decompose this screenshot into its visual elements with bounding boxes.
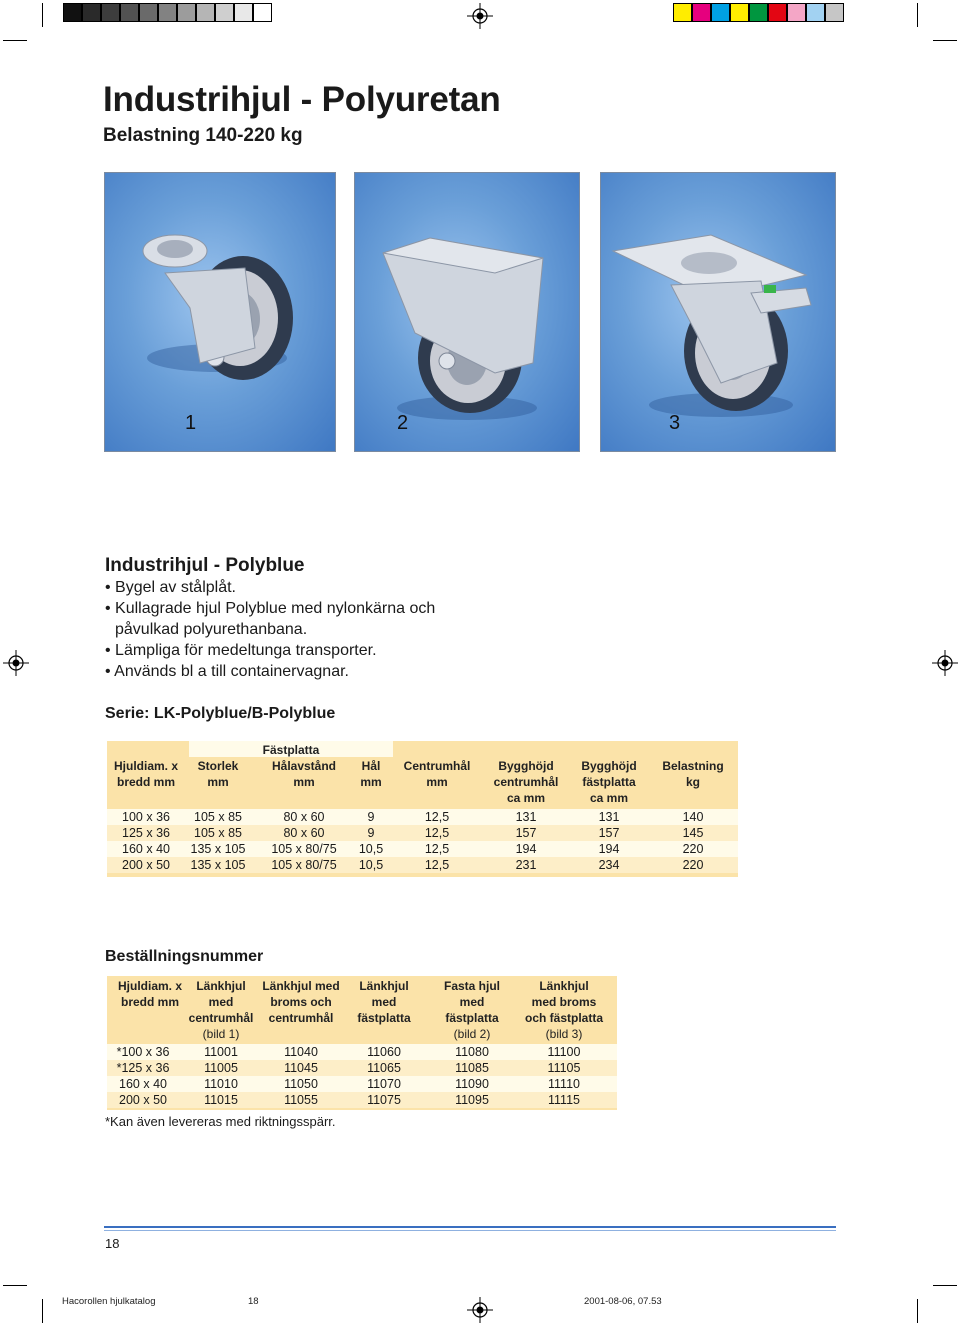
header-line: med broms <box>531 995 597 1009</box>
table-cell: 131 <box>515 810 537 824</box>
table-cell: 12,5 <box>424 858 450 872</box>
table-cell: 125 x 36 <box>122 826 170 840</box>
spec-header-belastning <box>655 758 731 790</box>
table-cell: 11005 <box>204 1061 238 1075</box>
table-cell: 11070 <box>367 1077 401 1091</box>
table-cell: 11050 <box>284 1077 318 1091</box>
header-line: bredd mm <box>120 995 179 1009</box>
table-row <box>107 1060 617 1076</box>
table-cell: 231 <box>515 858 537 872</box>
table-cell: 135 x 105 <box>190 842 246 856</box>
table-row <box>107 825 738 841</box>
crop-mark <box>917 3 918 27</box>
header-line: kg <box>685 775 700 789</box>
registration-mark-icon <box>467 3 493 29</box>
table-cell: 11080 <box>455 1045 489 1059</box>
table-cell: 11105 <box>547 1061 581 1075</box>
feature-item: • Bygel av stålplåt. <box>105 579 236 596</box>
header-line: Bygghöjd <box>581 759 637 773</box>
feature-item: • Lämpliga för medeltunga transporter. <box>105 642 377 659</box>
header-line: med <box>371 995 397 1009</box>
table-cell: 131 <box>598 810 620 824</box>
color-swatch <box>120 3 139 22</box>
header-line: fästplatta <box>445 1011 499 1025</box>
order-header-lank-broms-centrum <box>259 978 343 1026</box>
table-cell: 194 <box>598 842 620 856</box>
order-header-lank-fast <box>347 978 421 1026</box>
header-line: och fästplatta <box>524 1011 603 1025</box>
table-row <box>107 1092 617 1108</box>
header-line: ca mm <box>506 791 546 805</box>
product-photo-1 <box>104 172 336 452</box>
table-row <box>107 857 738 873</box>
table-cell: 11095 <box>455 1093 489 1107</box>
header-line: fästplatta <box>582 775 636 789</box>
order-table <box>107 976 617 1110</box>
color-swatch <box>787 3 806 22</box>
feature-list <box>105 577 435 682</box>
color-swatch <box>768 3 787 22</box>
crop-mark <box>3 1285 27 1286</box>
header-line: Fasta hjul <box>443 979 500 993</box>
header-line: (bild 3) <box>545 1027 583 1041</box>
header-line: Centrumhål <box>403 759 471 773</box>
table-cell: *125 x 36 <box>116 1061 170 1075</box>
page-title: Industrihjul - Polyuretan <box>103 80 501 119</box>
crop-mark <box>933 1285 957 1286</box>
table-cell: 160 x 40 <box>122 842 170 856</box>
header-line: Belastning <box>662 759 724 773</box>
table-cell: 160 x 40 <box>119 1077 167 1091</box>
spec-header-bygghojd-centrumhal <box>485 758 567 806</box>
color-swatch <box>749 3 768 22</box>
table-row <box>107 809 738 825</box>
header-line: Storlek <box>197 759 239 773</box>
table-cell: 105 x 80/75 <box>271 842 337 856</box>
color-swatch <box>806 3 825 22</box>
crop-mark <box>917 1299 918 1323</box>
color-swatch <box>711 3 730 22</box>
section-heading-polyblue: Industrihjul - Polyblue <box>105 555 305 576</box>
color-swatch-strip <box>673 3 844 22</box>
footnote: *Kan även levereras med riktningsspärr. <box>105 1114 336 1129</box>
color-swatch <box>177 3 196 22</box>
header-line: Hjuldiam. x <box>117 979 182 993</box>
header-line: Hålavstånd <box>271 759 337 773</box>
crop-mark <box>3 40 27 41</box>
table-cell: 157 <box>515 826 537 840</box>
slug-timestamp: 2001-08-06, 07.53 <box>584 1296 662 1307</box>
header-line: (bild 1) <box>202 1027 240 1041</box>
color-swatch <box>158 3 177 22</box>
color-swatch <box>101 3 120 22</box>
header-line: mm <box>207 775 229 789</box>
color-swatch <box>139 3 158 22</box>
header-line: (bild 2) <box>453 1027 491 1041</box>
table-cell: 105 x 80/75 <box>271 858 337 872</box>
table-cell: 234 <box>598 858 620 872</box>
table-cell: 11045 <box>284 1061 318 1075</box>
spec-header-centrumhal <box>397 758 477 790</box>
table-cell: 105 x 85 <box>194 810 242 824</box>
table-row <box>107 841 738 857</box>
order-header-lank-centrum <box>183 978 259 1042</box>
header-line: Länkhjul <box>196 979 246 993</box>
header-line: mm <box>360 775 382 789</box>
table-cell: 140 <box>682 810 704 824</box>
product-photo-3 <box>600 172 836 452</box>
table-cell: 100 x 36 <box>122 810 170 824</box>
table-cell: 12,5 <box>424 842 450 856</box>
order-header-fasta <box>433 978 511 1042</box>
table-cell: 200 x 50 <box>119 1093 167 1107</box>
table-cell: 80 x 60 <box>283 826 325 840</box>
slug-page: 18 <box>248 1296 259 1307</box>
table-cell: 11065 <box>367 1061 401 1075</box>
color-swatch <box>234 3 253 22</box>
table-row <box>107 1044 617 1060</box>
footer-rule <box>104 1230 836 1231</box>
table-cell: 11010 <box>204 1077 238 1091</box>
series-label: Serie: LK-Polyblue/B-Polyblue <box>105 705 336 722</box>
table-cell: 11085 <box>455 1061 489 1075</box>
color-swatch <box>730 3 749 22</box>
header-line: Hjuldiam. x <box>113 759 178 773</box>
header-line: Bygghöjd <box>498 759 554 773</box>
color-swatch <box>196 3 215 22</box>
table-cell: 157 <box>598 826 620 840</box>
spec-header-fastplatta: Fästplatta <box>262 743 320 757</box>
table-cell: 11115 <box>548 1093 580 1107</box>
table-cell: 10,5 <box>358 842 384 856</box>
table-cell: 11110 <box>548 1077 580 1091</box>
gray-swatch-strip <box>63 3 272 22</box>
color-swatch <box>82 3 101 22</box>
crop-mark <box>933 40 957 41</box>
table-cell: 12,5 <box>424 826 450 840</box>
header-line: Länkhjul <box>539 979 589 993</box>
table-cell: 11040 <box>284 1045 318 1059</box>
page-number: 18 <box>105 1236 120 1251</box>
header-line: centrumhål <box>188 1011 254 1025</box>
order-header-hjuldiam <box>107 978 193 1010</box>
header-line: centrumhål <box>493 775 559 789</box>
table-cell: 80 x 60 <box>283 810 325 824</box>
table-cell: 220 <box>682 842 704 856</box>
swivel-caster-illustration <box>105 173 336 452</box>
color-swatch <box>253 3 272 22</box>
feature-item: • Kullagrade hjul Polyblue med nylonkärna och <box>105 600 436 617</box>
feature-item: påvulkad polyurethanbana. <box>115 621 308 638</box>
spec-header-bygghojd-fastplatta <box>569 758 649 806</box>
header-line: mm <box>426 775 448 789</box>
color-swatch <box>692 3 711 22</box>
table-cell: 11015 <box>204 1093 238 1107</box>
table-cell: 11090 <box>455 1077 489 1091</box>
table-cell: 145 <box>682 826 704 840</box>
fixed-caster-illustration <box>355 173 580 452</box>
page-subtitle: Belastning 140-220 kg <box>103 125 303 146</box>
table-cell: 194 <box>515 842 537 856</box>
braked-caster-illustration <box>601 173 836 452</box>
photo-label: 3 <box>669 412 681 434</box>
registration-mark-icon <box>932 650 958 676</box>
spec-table <box>107 741 738 877</box>
registration-mark-icon <box>467 1297 493 1323</box>
spec-header-storlek <box>185 758 251 790</box>
feature-item: • Används bl a till containervagnar. <box>105 663 349 680</box>
header-line: mm <box>293 775 315 789</box>
table-cell: 135 x 105 <box>190 858 246 872</box>
header-line: med <box>459 995 485 1009</box>
header-line: med <box>208 995 234 1009</box>
header-line: Länkhjul med <box>262 979 340 993</box>
registration-mark-icon <box>3 650 29 676</box>
photo-label: 1 <box>185 412 197 434</box>
photo-label: 2 <box>397 412 409 434</box>
color-swatch <box>215 3 234 22</box>
table-cell: 9 <box>367 810 375 824</box>
product-photo-2 <box>354 172 580 452</box>
table-cell: *100 x 36 <box>116 1045 170 1059</box>
header-line: ca mm <box>589 791 629 805</box>
table-cell: 11100 <box>547 1045 581 1059</box>
footer-rule <box>104 1226 836 1228</box>
spec-header-hal <box>349 758 393 790</box>
header-line: Hål <box>361 759 381 773</box>
table-cell: 11060 <box>367 1045 401 1059</box>
header-line: fästplatta <box>357 1011 411 1025</box>
section-heading-order: Beställningsnummer <box>105 948 264 965</box>
table-row <box>107 1076 617 1092</box>
table-cell: 11055 <box>284 1093 318 1107</box>
table-cell: 12,5 <box>424 810 450 824</box>
slug-filename: Hacorollen hjulkatalog <box>62 1296 156 1307</box>
color-swatch <box>63 3 82 22</box>
table-cell: 9 <box>367 826 375 840</box>
header-line: broms och <box>270 995 332 1009</box>
table-cell: 10,5 <box>358 858 384 872</box>
table-cell: 11001 <box>204 1045 238 1059</box>
color-swatch <box>825 3 844 22</box>
crop-mark <box>42 3 43 27</box>
table-cell: 220 <box>682 858 704 872</box>
header-line: bredd mm <box>116 775 175 789</box>
header-line: Länkhjul <box>359 979 409 993</box>
table-cell: 11075 <box>367 1093 401 1107</box>
spec-header-halavstand <box>259 758 349 790</box>
table-cell: 200 x 50 <box>122 858 170 872</box>
table-cell: 105 x 85 <box>194 826 242 840</box>
spec-header-hjuldiam <box>107 758 185 790</box>
color-swatch <box>673 3 692 22</box>
crop-mark <box>42 1299 43 1323</box>
header-line: centrumhål <box>268 1011 334 1025</box>
order-header-lank-broms-fast <box>517 978 611 1042</box>
